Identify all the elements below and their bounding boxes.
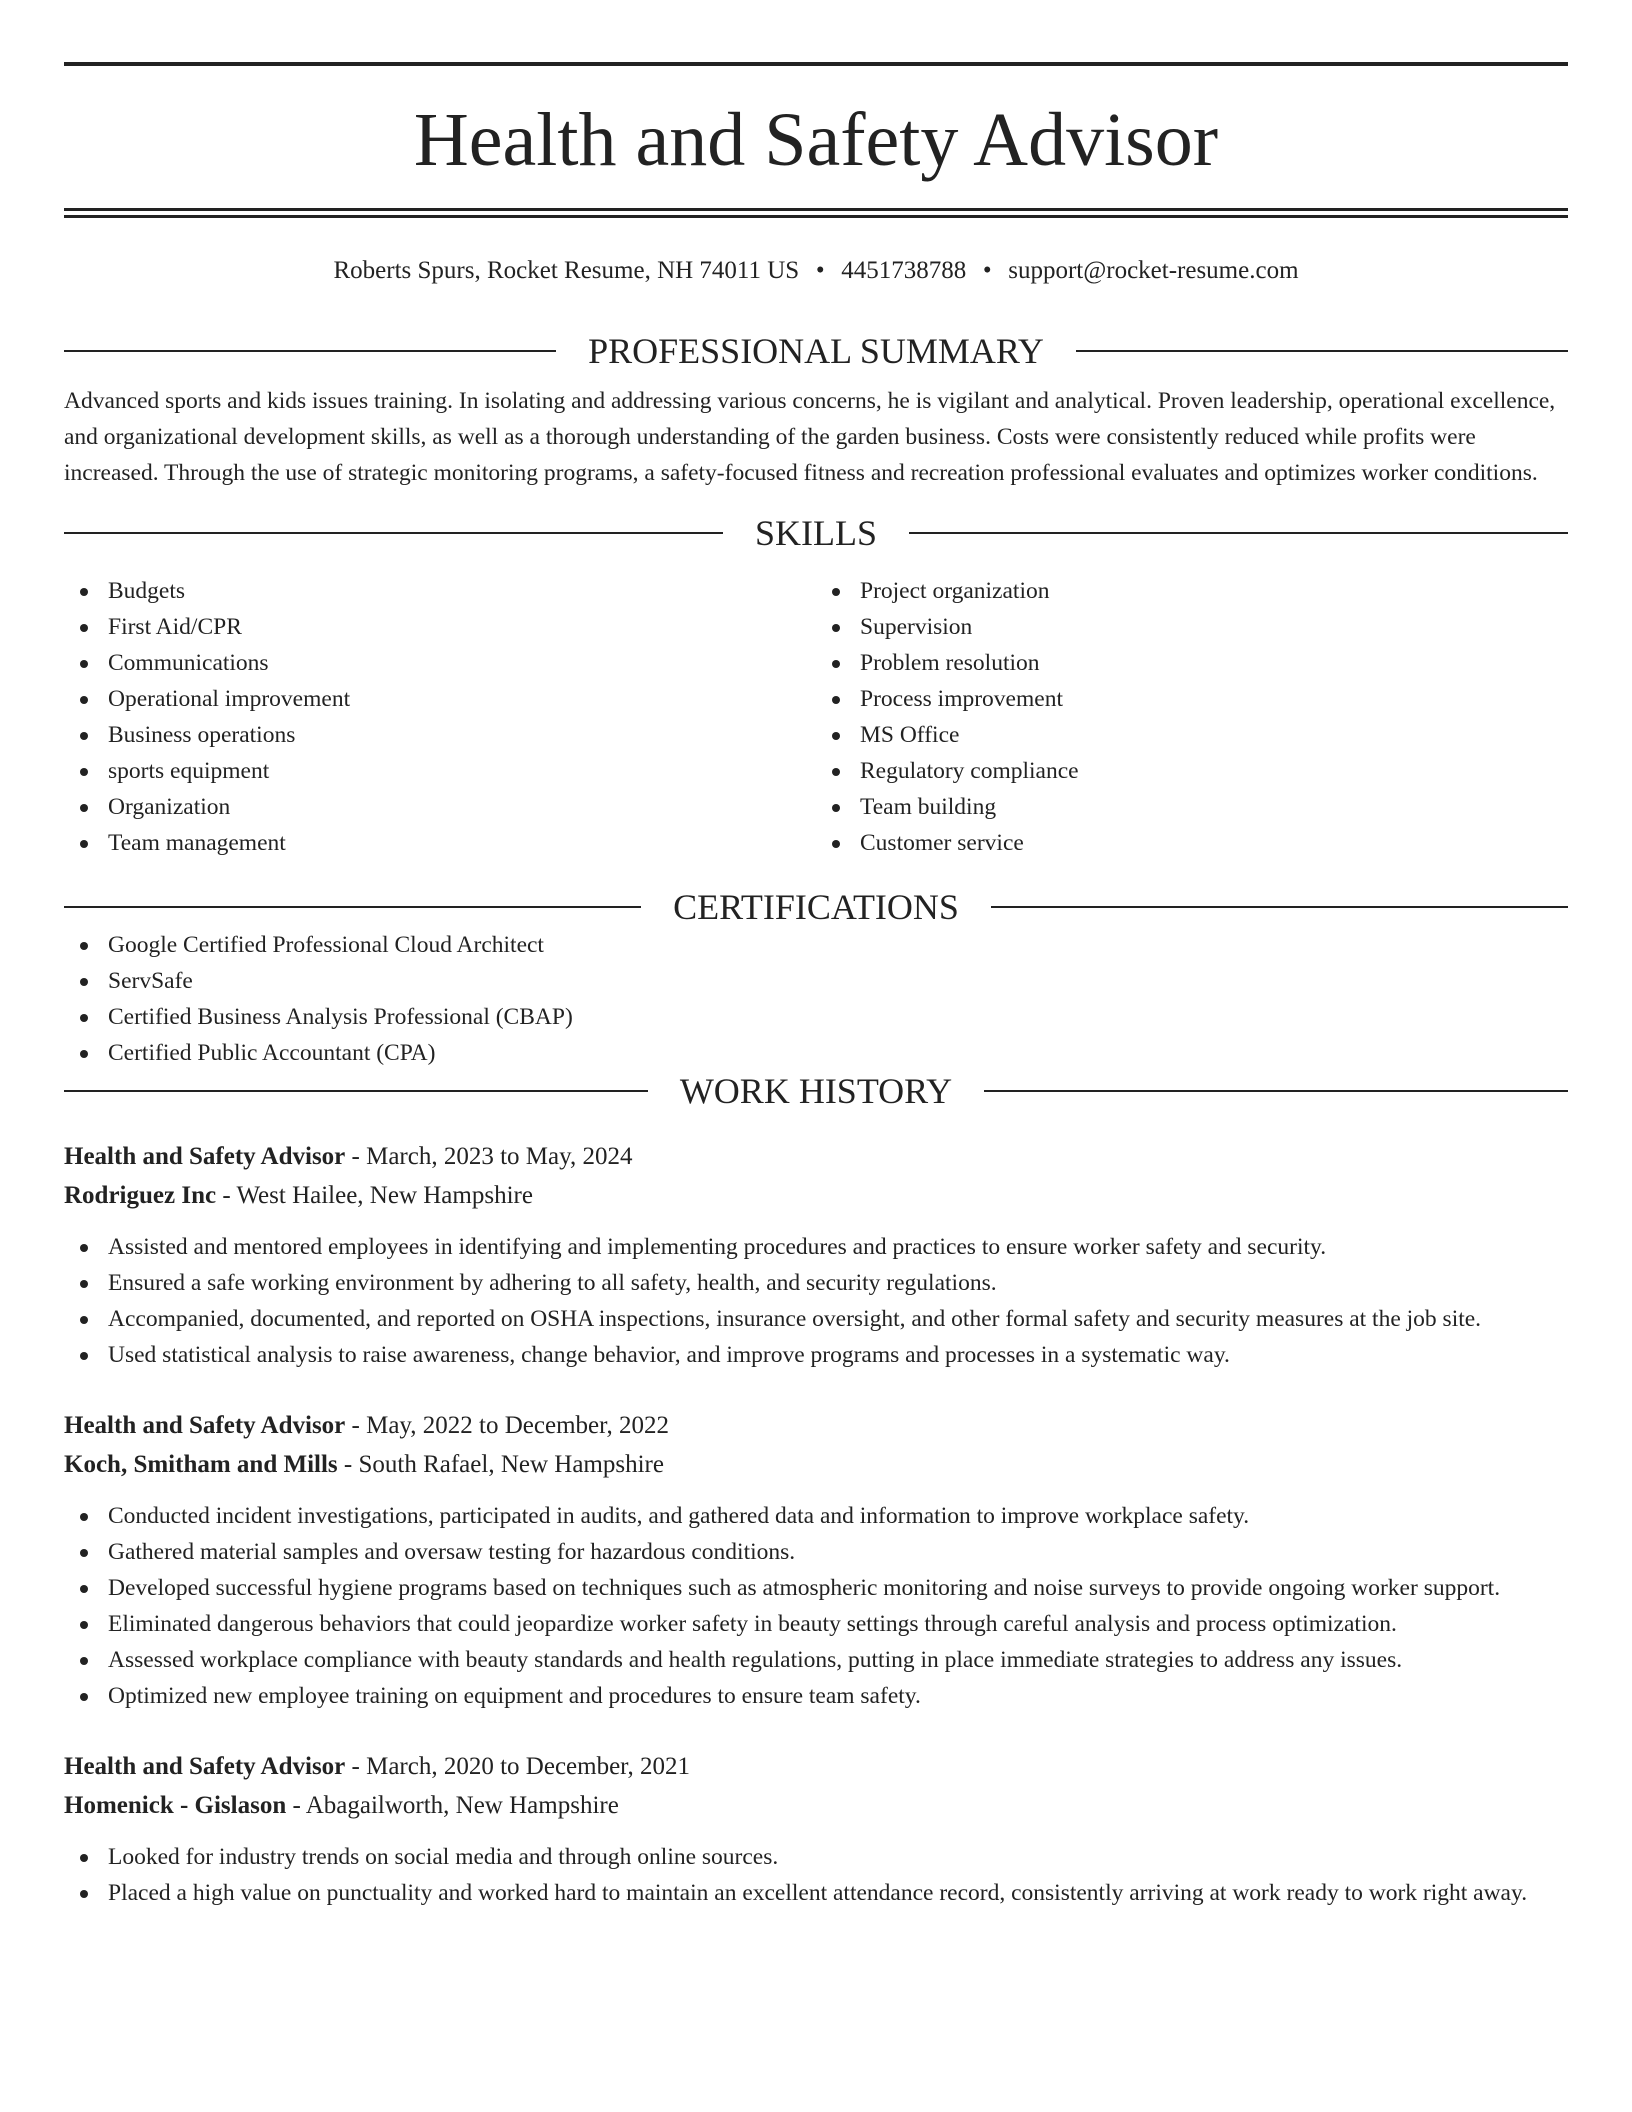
title-double-rule: [64, 208, 1568, 211]
contact-email[interactable]: support@rocket-resume.com: [1008, 257, 1299, 284]
job-title: Health and Safety Advisor: [64, 1753, 346, 1780]
job-title: Health and Safety Advisor: [64, 1143, 346, 1170]
job-location: - Abagailworth, New Hampshire: [286, 1792, 619, 1819]
certification-item: Certified Business Analysis Professional (CBAP): [64, 999, 1568, 1035]
job-company-line: [64, 1176, 1568, 1215]
skill-item: Project organization: [816, 573, 1568, 609]
skill-item: Problem resolution: [816, 645, 1568, 681]
heading-rule: [991, 906, 1568, 908]
job-bullet: Placed a high value on punctuality and worked hard to maintain an excellent attendance record, consistently arriving at work ready to work right away.: [64, 1875, 1568, 1911]
contact-address: Roberts Spurs, Rocket Resume, NH 74011 US: [333, 257, 800, 284]
skills-left-list: [64, 573, 816, 861]
job-location: - West Hailee, New Hampshire: [216, 1182, 533, 1209]
job-company: Homenick - Gislason: [64, 1792, 287, 1819]
skill-item: Team management: [64, 825, 816, 861]
skill-item: Regulatory compliance: [816, 753, 1568, 789]
heading-rule: [64, 906, 641, 908]
skill-item: Communications: [64, 645, 816, 681]
job-bullet: Assessed workplace compliance with beauty standards and health regulations, putting in place immediate strategies to address any issues.: [64, 1642, 1568, 1678]
heading-rule: [909, 532, 1568, 534]
skill-item: Budgets: [64, 573, 816, 609]
job-title-line: [64, 1137, 1568, 1176]
skill-item: Business operations: [64, 717, 816, 753]
job-bullets: [64, 1229, 1568, 1373]
job-title-line: [64, 1747, 1568, 1786]
job-bullet: Conducted incident investigations, participated in audits, and gathered data and information to improve workplace safety.: [64, 1498, 1568, 1534]
certification-item: Certified Public Accountant (CPA): [64, 1035, 1568, 1071]
job-dates: - May, 2022 to December, 2022: [345, 1412, 669, 1439]
skills-heading: [64, 513, 1568, 553]
job-bullets: [64, 1498, 1568, 1714]
job-company-line: [64, 1786, 1568, 1825]
job-company: Koch, Smitham and Mills: [64, 1451, 338, 1478]
job-bullet: Developed successful hygiene programs based on techniques such as atmospheric monitoring and noise surveys to provide ongoing worker support.: [64, 1570, 1568, 1606]
job-bullet: Looked for industry trends on social media and through online sources.: [64, 1839, 1568, 1875]
skill-item: Supervision: [816, 609, 1568, 645]
certification-item: ServSafe: [64, 963, 1568, 999]
work-history-heading: [64, 1071, 1568, 1111]
certifications-heading-label: CERTIFICATIONS: [673, 887, 959, 927]
job-bullets: [64, 1839, 1568, 1911]
job-location: - South Rafael, New Hampshire: [337, 1451, 664, 1478]
job-bullet: Eliminated dangerous behaviors that could jeopardize worker safety in beauty settings through careful analysis and process optimization.: [64, 1606, 1568, 1642]
heading-rule: [984, 1090, 1568, 1092]
resume-title: Health and Safety Advisor: [413, 98, 1219, 182]
summary-heading: [64, 331, 1568, 371]
job-title-line: [64, 1406, 1568, 1445]
job-company-line: [64, 1445, 1568, 1484]
skill-item: MS Office: [816, 717, 1568, 753]
certifications-list: [64, 927, 1568, 1071]
heading-rule: [64, 532, 723, 534]
job-bullet: Ensured a safe working environment by adhering to all safety, health, and security regulations.: [64, 1265, 1568, 1301]
job-bullet: Optimized new employee training on equipment and procedures to ensure team safety.: [64, 1678, 1568, 1714]
skill-item: Organization: [64, 789, 816, 825]
job-bullet: Used statistical analysis to raise awareness, change behavior, and improve programs and processes in a systematic way.: [64, 1337, 1568, 1373]
heading-rule: [64, 1090, 648, 1092]
skill-item: Customer service: [816, 825, 1568, 861]
job-entry: [64, 1137, 1568, 1373]
contact-line: [64, 218, 1568, 283]
skill-item: Operational improvement: [64, 681, 816, 717]
skills-right-list: [816, 573, 1568, 861]
job-entry: [64, 1406, 1568, 1714]
certification-item: Google Certified Professional Cloud Architect: [64, 927, 1568, 963]
job-entry: [64, 1747, 1568, 1911]
skill-item: Process improvement: [816, 681, 1568, 717]
certifications-heading: [64, 887, 1568, 927]
job-company: Rodriguez Inc: [64, 1182, 217, 1209]
heading-rule: [1076, 350, 1568, 352]
skills-columns: [64, 573, 1568, 861]
job-bullet: Assisted and mentored employees in identifying and implementing procedures and practices to ensure worker safety and security.: [64, 1229, 1568, 1265]
skill-item: Team building: [816, 789, 1568, 825]
summary-text: Advanced sports and kids issues training. In isolating and addressing various concerns, he is vigilant and analytical. Proven leadership, operational excellence, and organizational development skills, as well as a thorough understanding of the garden business. Costs were consistently reduced while profits were increased. Through the use of strategic monitoring programs, a safety-focused fitness and recreation professional evaluates and optimizes worker conditions.: [64, 388, 1556, 486]
skills-heading-label: SKILLS: [755, 513, 878, 553]
job-title: Health and Safety Advisor: [64, 1412, 346, 1439]
contact-phone: 4451738788: [841, 257, 967, 284]
summary-heading-label: PROFESSIONAL SUMMARY: [588, 331, 1044, 371]
job-dates: - March, 2020 to December, 2021: [345, 1753, 691, 1780]
job-dates: - March, 2023 to May, 2024: [345, 1143, 633, 1170]
contact-separator: •: [982, 257, 992, 284]
job-bullet: Accompanied, documented, and reported on OSHA inspections, insurance oversight, and other formal safety and security measures at the job site.: [64, 1301, 1568, 1337]
contact-separator: •: [815, 257, 825, 284]
work-history-heading-label: WORK HISTORY: [679, 1071, 953, 1111]
heading-rule: [64, 350, 556, 352]
skill-item: First Aid/CPR: [64, 609, 816, 645]
skill-item: sports equipment: [64, 753, 816, 789]
job-bullet: Gathered material samples and oversaw testing for hazardous conditions.: [64, 1534, 1568, 1570]
